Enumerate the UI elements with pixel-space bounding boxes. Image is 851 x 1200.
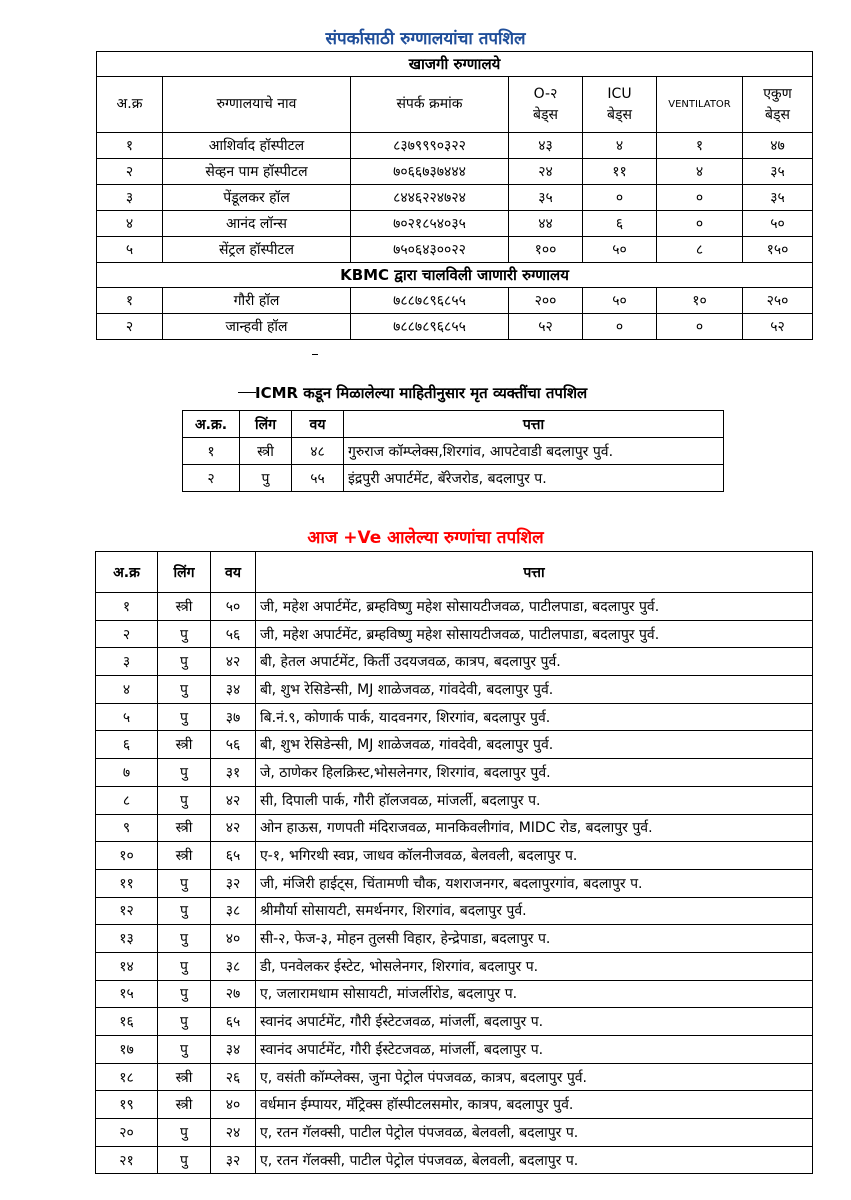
age-cell: ३४ xyxy=(211,676,256,704)
gender-cell: पु xyxy=(158,952,211,980)
hospital-o2-cell: २४ xyxy=(509,159,583,185)
kbmc-hospital-row xyxy=(97,314,813,340)
sr-cell: २ xyxy=(96,620,158,648)
hospital-icu-cell: ५० xyxy=(583,237,657,263)
address-cell: बी, शुभ रेसिडेन्सी, MJ शाळेजवळ, गांवदेवी, बदलापुर पुर्व. xyxy=(256,731,813,759)
header-sr: अ.क्र xyxy=(97,77,163,133)
gender-cell: स्त्री xyxy=(158,814,211,842)
age-cell: ३७ xyxy=(211,703,256,731)
positive-case-row xyxy=(96,620,813,648)
positive-title: आज +Ve आलेल्या रुग्णांचा तपशिल xyxy=(307,528,544,548)
header-hospital-name: रुग्णालयाचे नाव xyxy=(163,77,351,133)
address-cell: श्रीमौर्या सोसायटी, समर्थनगर, शिरगांव, बदलापुर पुर्व. xyxy=(256,897,813,925)
header-total-beds: एकुण बेड्स xyxy=(743,77,813,133)
sr-cell: १६ xyxy=(96,1008,158,1036)
hospital-total-cell: ४७ xyxy=(743,133,813,159)
address-cell: जे, ठाणेकर हिलक्रिस्ट,भोसलेनगर, शिरगांव, बदलापुर पुर्व. xyxy=(256,759,813,787)
address-cell: ए, रतन गॅलक्सी, पाटील पेट्रोल पंपजवळ, बेलवली, बदलापुर प. xyxy=(256,1146,813,1174)
address-cell: जी, महेश अपार्टमेंट, ब्रम्हविष्णु महेश सोसायटीजवळ, पाटीलपाडा, बदलापुर पुर्व. xyxy=(256,593,813,621)
positive-case-row xyxy=(96,648,813,676)
hospital-sr-cell: ५ xyxy=(97,237,163,263)
stray-mark xyxy=(312,354,318,355)
hospital-total-cell: १५० xyxy=(743,237,813,263)
sr-cell: १९ xyxy=(96,1091,158,1119)
header-age: वय xyxy=(292,411,344,438)
hospital-icu-cell: ० xyxy=(583,314,657,340)
gender-cell: स्त्री xyxy=(158,731,211,759)
hospital-o2-cell: ३५ xyxy=(509,185,583,211)
sr-cell: १५ xyxy=(96,980,158,1008)
hospital-ventilator-cell: ० xyxy=(657,314,743,340)
sr-cell: १८ xyxy=(96,1063,158,1091)
sr-cell: १७ xyxy=(96,1036,158,1064)
title-underline-dash xyxy=(238,392,256,393)
hospital-total-cell: ५२ xyxy=(743,314,813,340)
sr-cell: २० xyxy=(96,1119,158,1147)
positive-case-row xyxy=(96,897,813,925)
hospital-total-cell: ३५ xyxy=(743,185,813,211)
age-cell: ३१ xyxy=(211,759,256,787)
hospital-ventilator-cell: ० xyxy=(657,211,743,237)
age-cell: ३८ xyxy=(211,952,256,980)
hospital-o2-cell: ४३ xyxy=(509,133,583,159)
header-icu-beds: ICU बेड्स xyxy=(583,77,657,133)
age-cell: २७ xyxy=(211,980,256,1008)
address-cell: सी, दिपाली पार्क, गौरी हॉलजवळ, मांजर्ली, बदलापुर प. xyxy=(256,786,813,814)
hospital-ventilator-cell: ० xyxy=(657,185,743,211)
deaths-table xyxy=(182,410,724,492)
hospital-name-cell: आनंद लॉन्स xyxy=(163,211,351,237)
age-cell: ५५ xyxy=(292,465,344,492)
death-row xyxy=(183,465,724,492)
age-cell: ६५ xyxy=(211,842,256,870)
sr-cell: १२ xyxy=(96,897,158,925)
gender-cell: पु xyxy=(158,1146,211,1174)
age-cell: ४८ xyxy=(292,438,344,465)
address-cell: गुरुराज कॉम्प्लेक्स,शिरगांव, आपटेवाडी बदलापुर पुर्व. xyxy=(344,438,724,465)
positive-case-row xyxy=(96,1091,813,1119)
gender-cell: पु xyxy=(158,1008,211,1036)
hospital-contact-cell: ७५०६४३००२२ xyxy=(351,237,509,263)
private-hospital-row xyxy=(97,159,813,185)
hospital-total-cell: ५० xyxy=(743,211,813,237)
hospital-sr-cell: १ xyxy=(97,133,163,159)
address-cell: ए, वसंती कॉम्प्लेक्स, जुना पेट्रोल पंपजवळ, कात्रप, बदलापुर पुर्व. xyxy=(256,1063,813,1091)
hospital-name-cell: सेव्हन पाम हॉस्पीटल xyxy=(163,159,351,185)
hospital-o2-cell: २०० xyxy=(509,288,583,314)
address-cell: वर्धमान ईम्पायर, मॅट्रिक्स हॉस्पीटलसमोर, कात्रप, बदलापुर पुर्व. xyxy=(256,1091,813,1119)
hospital-icu-cell: ० xyxy=(583,185,657,211)
hospital-total-cell: ३५ xyxy=(743,159,813,185)
hospital-contact-cell: ७०६६७३७४४४ xyxy=(351,159,509,185)
hospital-name-cell: जान्हवी हॉल xyxy=(163,314,351,340)
age-cell: ५० xyxy=(211,593,256,621)
age-cell: ४० xyxy=(211,925,256,953)
gender-cell: पु xyxy=(158,648,211,676)
hospital-icu-cell: ५० xyxy=(583,288,657,314)
hospital-ventilator-cell: ८ xyxy=(657,237,743,263)
address-cell: जी, मंजिरी हाईट्स, चिंतामणी चौक, यशराजनगर, बदलापुरगांव, बदलापुर प. xyxy=(256,869,813,897)
header-address: पत्ता xyxy=(344,411,724,438)
sr-cell: ४ xyxy=(96,676,158,704)
positive-case-row xyxy=(96,593,813,621)
hospital-o2-cell: १०० xyxy=(509,237,583,263)
hospitals-title: संपर्कासाठी रुग्णालयांचा तपशिल xyxy=(325,29,526,49)
sr-cell: ८ xyxy=(96,786,158,814)
header-gender: लिंग xyxy=(240,411,292,438)
hospital-name-cell: आशिर्वाद हॉस्पीटल xyxy=(163,133,351,159)
address-cell: ए, रतन गॅलक्सी, पाटील पेट्रोल पंपजवळ, बेलवली, बदलापुर प. xyxy=(256,1119,813,1147)
hospital-sr-cell: ३ xyxy=(97,185,163,211)
sr-cell: ९ xyxy=(96,814,158,842)
address-cell: ए, जलारामधाम सोसायटी, मांजर्लीरोड, बदलापुर प. xyxy=(256,980,813,1008)
age-cell: ४२ xyxy=(211,814,256,842)
positive-case-row xyxy=(96,1119,813,1147)
gender-cell: पु xyxy=(158,620,211,648)
sr-cell: ७ xyxy=(96,759,158,787)
hospital-name-cell: पेंडूलकर हॉल xyxy=(163,185,351,211)
hospital-sr-cell: १ xyxy=(97,288,163,314)
gender-cell: स्त्री xyxy=(158,1091,211,1119)
gender-cell: पु xyxy=(158,759,211,787)
hospital-o2-cell: ४४ xyxy=(509,211,583,237)
sr-cell: १३ xyxy=(96,925,158,953)
address-cell: बी, हेतल अपार्टमेंट, किर्ती उदयजवळ, कात्रप, बदलापुर पुर्व. xyxy=(256,648,813,676)
positive-case-row xyxy=(96,703,813,731)
age-cell: ६५ xyxy=(211,1008,256,1036)
hospital-total-cell: २५० xyxy=(743,288,813,314)
gender-cell: पु xyxy=(158,676,211,704)
positive-case-row xyxy=(96,1008,813,1036)
age-cell: २४ xyxy=(211,1119,256,1147)
kbmc-hospitals-heading: KBMC द्वारा चालविली जाणारी रुग्णालय xyxy=(97,263,813,288)
hospital-name-cell: सेंट्रल हॉस्पीटल xyxy=(163,237,351,263)
hospitals-table xyxy=(96,51,813,340)
positive-case-row xyxy=(96,952,813,980)
gender-cell: स्त्री xyxy=(240,438,292,465)
positive-case-row xyxy=(96,786,813,814)
gender-cell: स्त्री xyxy=(158,1063,211,1091)
address-cell: ओन हाऊस, गणपती मंदिराजवळ, मानकिवलीगांव, MIDC रोड, बदलापुर पुर्व. xyxy=(256,814,813,842)
sr-cell: २१ xyxy=(96,1146,158,1174)
age-cell: २६ xyxy=(211,1063,256,1091)
gender-cell: स्त्री xyxy=(158,593,211,621)
hospital-contact-cell: ८३७९९९०३२२ xyxy=(351,133,509,159)
sr-cell: १४ xyxy=(96,952,158,980)
private-hospital-row xyxy=(97,133,813,159)
gender-cell: स्त्री xyxy=(158,842,211,870)
hospital-icu-cell: ४ xyxy=(583,133,657,159)
gender-cell: पु xyxy=(158,1119,211,1147)
sr-cell: ६ xyxy=(96,731,158,759)
hospital-ventilator-cell: १ xyxy=(657,133,743,159)
header-ventilator: VENTILATOR xyxy=(657,77,743,133)
hospital-sr-cell: २ xyxy=(97,159,163,185)
hospital-contact-cell: ७०२१८५४०३५ xyxy=(351,211,509,237)
header-o2-beds: O-२ बेड्स xyxy=(509,77,583,133)
positive-case-row xyxy=(96,814,813,842)
age-cell: ३८ xyxy=(211,897,256,925)
gender-cell: पु xyxy=(158,980,211,1008)
positive-case-row xyxy=(96,731,813,759)
hospital-ventilator-cell: ४ xyxy=(657,159,743,185)
sr-cell: ५ xyxy=(96,703,158,731)
private-hospital-row xyxy=(97,237,813,263)
sr-cell: ३ xyxy=(96,648,158,676)
gender-cell: पु xyxy=(158,786,211,814)
hospital-contact-cell: ७८८७८९६८५५ xyxy=(351,288,509,314)
age-cell: ५६ xyxy=(211,731,256,759)
positive-case-row xyxy=(96,1063,813,1091)
address-cell: जी, महेश अपार्टमेंट, ब्रम्हविष्णु महेश सोसायटीजवळ, पाटीलपाडा, बदलापुर पुर्व. xyxy=(256,620,813,648)
gender-cell: पु xyxy=(240,465,292,492)
private-hospital-row xyxy=(97,211,813,237)
private-hospitals-heading: खाजगी रुग्णालये xyxy=(97,52,813,77)
age-cell: ३२ xyxy=(211,869,256,897)
age-cell: ४२ xyxy=(211,786,256,814)
address-cell: स्वानंद अपार्टमेंट, गौरी ईस्टेटजवळ, मांजर्ली, बदलापुर प. xyxy=(256,1036,813,1064)
address-cell: ए-१, भगिरथी स्वप्न, जाधव कॉलनीजवळ, बेलवली, बदलापुर प. xyxy=(256,842,813,870)
positive-cases-table xyxy=(95,551,813,1174)
gender-cell: पु xyxy=(158,1036,211,1064)
header-gender: लिंग xyxy=(158,552,211,593)
header-address: पत्ता xyxy=(256,552,813,593)
age-cell: ३२ xyxy=(211,1146,256,1174)
hospital-icu-cell: ११ xyxy=(583,159,657,185)
sr-cell: १ xyxy=(183,438,240,465)
hospital-icu-cell: ६ xyxy=(583,211,657,237)
age-cell: ४० xyxy=(211,1091,256,1119)
positive-case-row xyxy=(96,842,813,870)
positive-case-row xyxy=(96,676,813,704)
positive-case-row xyxy=(96,925,813,953)
gender-cell: पु xyxy=(158,703,211,731)
positive-case-row xyxy=(96,1146,813,1174)
header-contact: संपर्क क्रमांक xyxy=(351,77,509,133)
sr-cell: ११ xyxy=(96,869,158,897)
kbmc-hospital-row xyxy=(97,288,813,314)
sr-cell: १ xyxy=(96,593,158,621)
private-hospital-row xyxy=(97,185,813,211)
header-age: वय xyxy=(211,552,256,593)
hospital-ventilator-cell: १० xyxy=(657,288,743,314)
header-sr: अ.क्र xyxy=(96,552,158,593)
header-sr: अ.क्र. xyxy=(183,411,240,438)
death-row xyxy=(183,438,724,465)
hospital-sr-cell: २ xyxy=(97,314,163,340)
address-cell: डी, पनवेलकर ईस्टेट, भोसलेनगर, शिरगांव, बदलापुर प. xyxy=(256,952,813,980)
deaths-title: ICMR कडून मिळालेल्या माहितीनुसार मृत व्यक्तींचा तपशिल xyxy=(255,384,588,402)
gender-cell: पु xyxy=(158,897,211,925)
hospital-contact-cell: ८४४६२२४७२४ xyxy=(351,185,509,211)
gender-cell: पु xyxy=(158,925,211,953)
hospital-sr-cell: ४ xyxy=(97,211,163,237)
positive-case-row xyxy=(96,1036,813,1064)
hospital-contact-cell: ७८८७८९६८५५ xyxy=(351,314,509,340)
positive-case-row xyxy=(96,980,813,1008)
hospital-name-cell: गौरी हॉल xyxy=(163,288,351,314)
positive-case-row xyxy=(96,759,813,787)
age-cell: ४२ xyxy=(211,648,256,676)
sr-cell: २ xyxy=(183,465,240,492)
sr-cell: १० xyxy=(96,842,158,870)
age-cell: ३४ xyxy=(211,1036,256,1064)
gender-cell: पु xyxy=(158,869,211,897)
address-cell: बि.नं.९, कोणार्क पार्क, यादवनगर, शिरगांव, बदलापुर पुर्व. xyxy=(256,703,813,731)
address-cell: बी, शुभ रेसिडेन्सी, MJ शाळेजवळ, गांवदेवी, बदलापुर पुर्व. xyxy=(256,676,813,704)
positive-case-row xyxy=(96,869,813,897)
address-cell: सी-२, फेज-३, मोहन तुलसी विहार, हेन्द्रेपाडा, बदलापुर प. xyxy=(256,925,813,953)
address-cell: इंद्रपुरी अपार्टमेंट, बॅरेजरोड, बदलापुर प. xyxy=(344,465,724,492)
hospital-o2-cell: ५२ xyxy=(509,314,583,340)
age-cell: ५६ xyxy=(211,620,256,648)
address-cell: स्वानंद अपार्टमेंट, गौरी ईस्टेटजवळ, मांजर्ली, बदलापुर प. xyxy=(256,1008,813,1036)
